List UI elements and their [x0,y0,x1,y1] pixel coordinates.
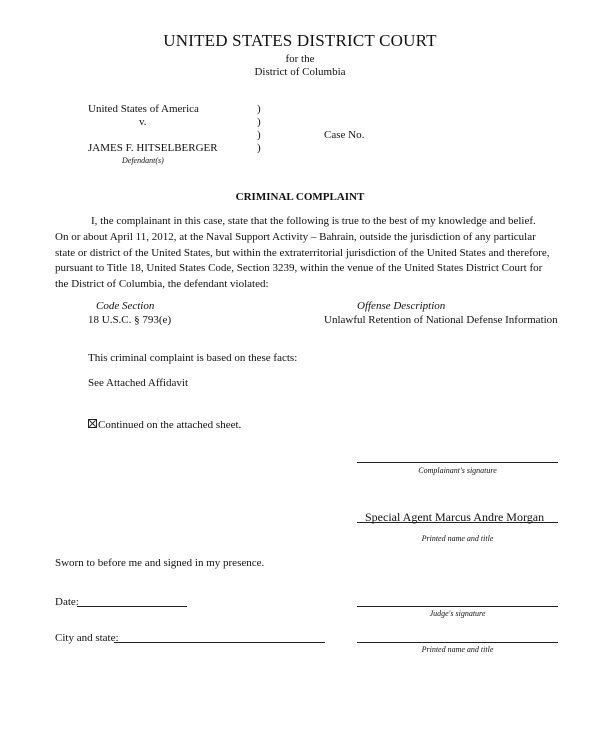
court-district: District of Columbia [254,66,346,78]
judge-printed-name-label: Printed name and title [421,645,494,654]
court-for: for the [285,53,315,65]
complainant-signature-label: Complainant's signature [418,466,497,475]
case-number-label: Case No. [324,129,365,141]
city-state-label: City and state: [55,632,119,644]
judge-printed-name-line[interactable] [357,642,558,643]
complaint-body-first-line: I, the complainant in this case, state that the following is true to the best of my knowledge and belief. [91,215,536,227]
versus: v. [139,116,147,128]
offense-description-value: Unlawful Retention of National Defense Information [324,314,558,326]
complainant-signature-line[interactable] [357,462,558,463]
judge-signature-label: Judge's signature [429,609,486,618]
complaint-body: On or about April 11, 2012, at the Naval Support Activity – Bahrain, outside the jurisdiction of any particular state or district of the United States, but within the extraterritorial jurisdiction of the United States and therefore, pursuant to Title 18, United States Code, Section 3239, within the venue of the United States District Court for the District of Columbia, the defendant violated: [55,231,550,290]
caption-paren: ) [257,129,261,141]
caption-paren: ) [257,103,261,115]
code-section-value: 18 U.S.C. § 793(e) [88,314,172,326]
code-section-header: Code Section [96,300,155,312]
defendant-label: Defendant(s) [122,156,164,165]
date-label: Date: [55,596,79,608]
court-title: UNITED STATES DISTRICT COURT [163,31,437,50]
continued-label: Continued on the attached sheet. [98,419,242,431]
sworn-statement: Sworn to before me and signed in my presence. [55,557,265,569]
printed-name-line[interactable] [357,522,558,523]
facts-basis: This criminal complaint is based on these facts: [88,352,298,364]
defendant-name: JAMES F. HITSELBERGER [88,142,218,154]
plaintiff-name: United States of America [88,103,199,115]
caption-paren: ) [257,142,261,154]
printed-name-value: Special Agent Marcus Andre Morgan [365,510,545,524]
city-state-line[interactable] [114,642,325,643]
attached-affidavit: See Attached Affidavit [88,377,188,389]
caption-paren: ) [257,116,261,128]
date-line[interactable] [77,606,187,607]
continued-row [88,419,241,431]
complaint-heading: CRIMINAL COMPLAINT [235,191,365,203]
checked-box-icon[interactable] [88,419,97,428]
judge-signature-line[interactable] [357,606,558,607]
offense-description-header: Offense Description [357,300,446,312]
printed-name-label: Printed name and title [421,534,494,543]
